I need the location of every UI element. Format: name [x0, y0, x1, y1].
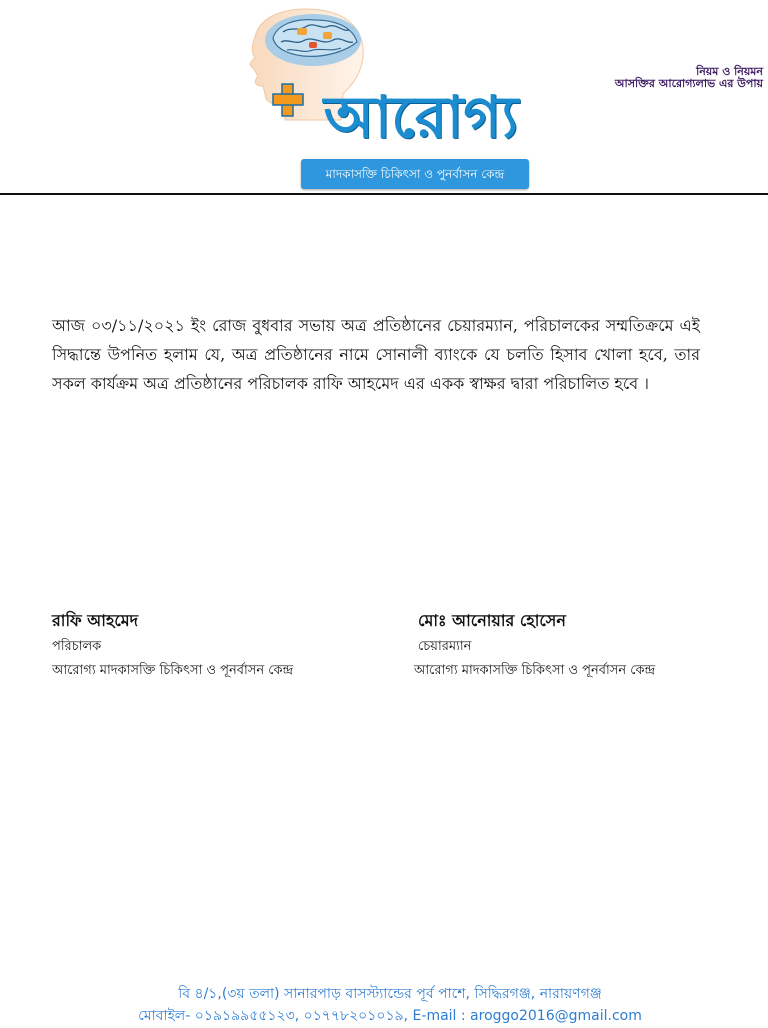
center-label-badge: মাদকাসক্তি চিকিৎসা ও পুনর্বাসন কেন্দ্র: [301, 159, 529, 189]
tagline-line-1: নিয়ম ও নিয়মন: [696, 65, 763, 78]
signatory-right-org: আরোগ্য মাদকাসক্তি চিকিৎসা ও পূনর্বাসন কেন্দ্র: [414, 663, 656, 678]
signatory-left-role: পরিচালক: [52, 639, 102, 654]
brand-name: আরোগ্য: [323, 83, 519, 151]
header-logo: [225, 2, 763, 170]
signatory-left-org: আরোগ্য মাদকাসক্তি চিকিৎসা ও পূনর্বাসন কেন্দ্র: [52, 663, 294, 678]
signatory-right-name: মোঃ আনোয়ার হোসেন: [418, 611, 566, 630]
tagline-line-2: আসক্তির আরোগ্যলাভ এর উপায়: [614, 77, 763, 90]
signatory-left-name: রাফি আহমেদ: [52, 611, 139, 630]
footer-contact: মোবাইল- ০১৯১৯৯৫৫১২৩, ০১৭৭৮২০১০১৯, E-mail : aroggo2016@gmail.com: [138, 1008, 642, 1024]
signatory-right: [414, 610, 748, 680]
signatory-right-role: চেয়ারম্যান: [418, 639, 472, 654]
letter-body: আজ ০৩/১১/২০২১ ইং রোজ বুধবার সভায় অত্র প্রতিষ্ঠানের চেয়ারম্যান, পরিচালকের সম্মতিক্রমে এই সিদ্ধান্তে উপনিত হলাম যে, অত্র প্রতিষ্ঠানের নামে সোনালী ব্যাংকে যে চলতি হিসাব খোলা হবে, তার সকল কার্যক্রম অত্র প্রতিষ্ঠানের পরিচালক রাফি আহমেদ এর একক স্বাক্ষর দ্বারা পরিচালিত হবে ।: [52, 316, 700, 393]
header-divider: [0, 193, 768, 195]
signatory-left: [52, 610, 382, 680]
footer-address: বি ৪/১,(৩য় তলা) সানারপাড় বাসস্ট্যান্ডের পূর্ব পাশে, সিদ্ধিরগঞ্জ, নারায়ণগঞ্জ: [178, 986, 602, 1002]
